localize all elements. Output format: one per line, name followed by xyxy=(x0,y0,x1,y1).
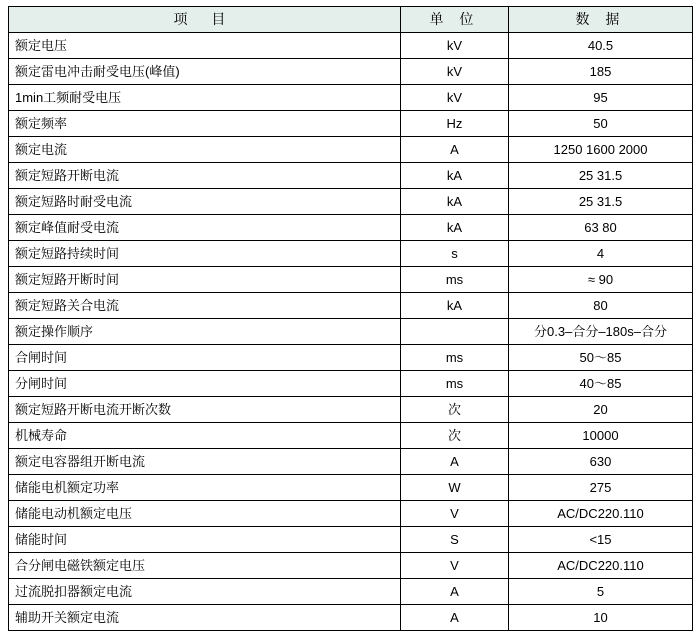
cell-data: 63 80 xyxy=(509,215,693,241)
table-row xyxy=(9,189,693,215)
cell-data: 20 xyxy=(509,397,693,423)
cell-data: 1250 1600 2000 xyxy=(509,137,693,163)
table-row xyxy=(9,267,693,293)
cell-item: 储能电动机额定电压 xyxy=(9,501,401,527)
cell-data: 95 xyxy=(509,85,693,111)
cell-data: 分0.3–合分–180s–合分 xyxy=(509,319,693,345)
table-row xyxy=(9,85,693,111)
table-row xyxy=(9,33,693,59)
table-row xyxy=(9,111,693,137)
cell-data: 50 xyxy=(509,111,693,137)
cell-unit: A xyxy=(401,449,509,475)
table-row xyxy=(9,241,693,267)
cell-item: 额定峰值耐受电流 xyxy=(9,215,401,241)
cell-data: 40.5 xyxy=(509,33,693,59)
cell-unit: ms xyxy=(401,267,509,293)
cell-item: 合闸时间 xyxy=(9,345,401,371)
cell-data: 10 xyxy=(509,605,693,631)
cell-unit: A xyxy=(401,605,509,631)
cell-unit: 次 xyxy=(401,397,509,423)
cell-item: 额定雷电冲击耐受电压(峰值) xyxy=(9,59,401,85)
column-header-item: 项 目 xyxy=(9,7,401,33)
table-row xyxy=(9,527,693,553)
cell-item: 合分闸电磁铁额定电压 xyxy=(9,553,401,579)
cell-data: AC/DC220.110 xyxy=(509,553,693,579)
cell-data: 50～85 xyxy=(509,345,693,371)
cell-unit: Hz xyxy=(401,111,509,137)
table-body xyxy=(9,33,693,631)
table-row xyxy=(9,371,693,397)
cell-data: 275 xyxy=(509,475,693,501)
table-row xyxy=(9,423,693,449)
cell-unit: V xyxy=(401,501,509,527)
cell-item: 额定短路开断电流开断次数 xyxy=(9,397,401,423)
cell-data: 25 31.5 xyxy=(509,163,693,189)
cell-data: 4 xyxy=(509,241,693,267)
cell-unit: s xyxy=(401,241,509,267)
specification-table xyxy=(8,6,693,631)
table-header-row xyxy=(9,7,693,33)
cell-unit: kA xyxy=(401,293,509,319)
column-header-data: 数 据 xyxy=(509,7,693,33)
cell-item: 储能时间 xyxy=(9,527,401,553)
cell-unit: A xyxy=(401,579,509,605)
cell-item: 额定操作顺序 xyxy=(9,319,401,345)
cell-unit: V xyxy=(401,553,509,579)
cell-data: 80 xyxy=(509,293,693,319)
cell-unit: kV xyxy=(401,85,509,111)
cell-item: 额定短路开断电流 xyxy=(9,163,401,189)
cell-data: 25 31.5 xyxy=(509,189,693,215)
cell-data: 185 xyxy=(509,59,693,85)
cell-unit: kA xyxy=(401,189,509,215)
cell-item: 额定短路持续时间 xyxy=(9,241,401,267)
cell-data: AC/DC220.110 xyxy=(509,501,693,527)
table-row xyxy=(9,397,693,423)
table-row xyxy=(9,345,693,371)
cell-data: <15 xyxy=(509,527,693,553)
table-row xyxy=(9,449,693,475)
table-header xyxy=(9,7,693,33)
cell-data: ≈ 90 xyxy=(509,267,693,293)
cell-item: 额定短路时耐受电流 xyxy=(9,189,401,215)
cell-item: 额定短路关合电流 xyxy=(9,293,401,319)
table-row xyxy=(9,59,693,85)
cell-item: 额定电容器组开断电流 xyxy=(9,449,401,475)
cell-data: 5 xyxy=(509,579,693,605)
table-row xyxy=(9,215,693,241)
table-row xyxy=(9,579,693,605)
cell-unit: 次 xyxy=(401,423,509,449)
cell-data: 630 xyxy=(509,449,693,475)
cell-item: 辅助开关额定电流 xyxy=(9,605,401,631)
cell-item: 过流脱扣器额定电流 xyxy=(9,579,401,605)
table-row xyxy=(9,163,693,189)
cell-unit: ms xyxy=(401,371,509,397)
cell-item: 储能电机额定功率 xyxy=(9,475,401,501)
cell-item: 1min工频耐受电压 xyxy=(9,85,401,111)
cell-unit: kV xyxy=(401,59,509,85)
cell-unit: S xyxy=(401,527,509,553)
table-row xyxy=(9,137,693,163)
table-row xyxy=(9,605,693,631)
column-header-unit: 单 位 xyxy=(401,7,509,33)
cell-unit: kV xyxy=(401,33,509,59)
cell-unit xyxy=(401,319,509,345)
cell-unit: kA xyxy=(401,163,509,189)
cell-item: 额定电流 xyxy=(9,137,401,163)
table-row xyxy=(9,319,693,345)
cell-item: 机械寿命 xyxy=(9,423,401,449)
table-row xyxy=(9,293,693,319)
table-row xyxy=(9,475,693,501)
cell-item: 分闸时间 xyxy=(9,371,401,397)
cell-item: 额定频率 xyxy=(9,111,401,137)
cell-unit: ms xyxy=(401,345,509,371)
cell-item: 额定电压 xyxy=(9,33,401,59)
cell-data: 10000 xyxy=(509,423,693,449)
table-row xyxy=(9,501,693,527)
cell-item: 额定短路开断时间 xyxy=(9,267,401,293)
cell-unit: W xyxy=(401,475,509,501)
cell-data: 40～85 xyxy=(509,371,693,397)
cell-unit: kA xyxy=(401,215,509,241)
cell-unit: A xyxy=(401,137,509,163)
table-row xyxy=(9,553,693,579)
